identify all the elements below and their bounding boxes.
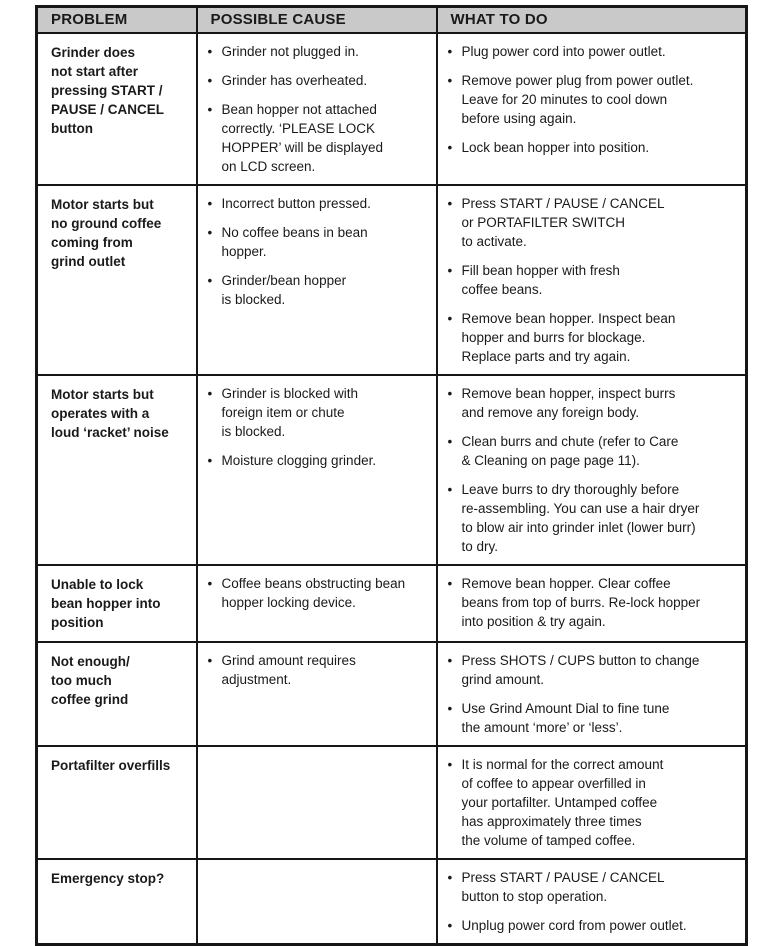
bullet-text: Remove bean hopper. Inspect bean hopper and burrs for blockage. Replace parts and try again. [461, 310, 676, 364]
bullet-item [208, 651, 430, 689]
bullet-item [448, 261, 740, 299]
bullet-item [448, 71, 740, 128]
bullet-item [448, 916, 740, 935]
problem-text: Grinder does not start after pressing START / PAUSE / CANCEL button [51, 44, 165, 136]
problem-cell [37, 185, 197, 375]
bullet-icon: • [447, 195, 453, 211]
bullet-icon: • [447, 481, 453, 497]
bullet-icon: • [447, 43, 453, 59]
bullet-text: Unplug power cord from power outlet. [461, 917, 687, 933]
cause-list [208, 194, 430, 309]
bullet-text: Clean burrs and chute (refer to Care & Cleaning on page page 11). [461, 433, 679, 468]
bullet-text: Bean hopper not attached correctly. ‘PLEASE LOCK HOPPER’ will be displayed on LCD screen. [221, 101, 384, 174]
table-body [37, 33, 747, 945]
problem-text: Motor starts but operates with a loud ‘racket’ noise [51, 386, 169, 440]
bullet-text: Grinder is blocked with foreign item or chute is blocked. [221, 385, 359, 439]
column-header-problem: PROBLEM [37, 7, 197, 33]
bullet-item [448, 699, 740, 737]
possible-cause-cell [197, 746, 437, 859]
bullet-icon: • [447, 917, 453, 933]
bullet-text: Leave burrs to dry thoroughly before re-assembling. You can use a hair dryer to blow air into grinder inlet (lower burr) to dry. [461, 481, 700, 554]
bullet-item [208, 223, 430, 261]
problem-cell [37, 33, 197, 185]
possible-cause-cell [197, 33, 437, 185]
bullet-item [448, 755, 740, 850]
possible-cause-cell [197, 375, 437, 565]
bullet-item [208, 384, 430, 441]
bullet-icon: • [207, 652, 213, 668]
possible-cause-cell [197, 185, 437, 375]
bullet-item [448, 432, 740, 470]
what-to-do-cell [437, 746, 747, 859]
cause-list [208, 42, 430, 176]
bullet-icon: • [207, 72, 213, 88]
bullet-text: Fill bean hopper with fresh coffee beans. [461, 262, 620, 297]
bullet-item [208, 71, 430, 90]
bullet-item [208, 42, 430, 61]
table-row [37, 746, 747, 859]
column-header-what-to-do: WHAT TO DO [437, 7, 747, 33]
what-to-do-cell [437, 642, 747, 746]
bullet-text: Grinder/bean hopper is blocked. [221, 272, 347, 307]
problem-cell [37, 859, 197, 945]
bullet-text: No coffee beans in bean hopper. [221, 224, 368, 259]
possible-cause-cell [197, 565, 437, 642]
troubleshooting-table [35, 5, 748, 946]
cause-list [208, 574, 430, 612]
bullet-item [448, 651, 740, 689]
problem-text: Emergency stop? [51, 870, 165, 886]
problem-cell [37, 565, 197, 642]
action-list [448, 194, 740, 366]
problem-text: Not enough/ too much coffee grind [51, 653, 130, 707]
table-row [37, 375, 747, 565]
bullet-item [448, 574, 740, 631]
problem-text: Portafilter overfills [51, 757, 171, 773]
bullet-icon: • [447, 310, 453, 326]
bullet-text: Press SHOTS / CUPS button to change grind amount. [461, 652, 700, 687]
bullet-icon: • [447, 139, 453, 155]
bullet-text: Remove bean hopper. Clear coffee beans from top of burrs. Re-lock hopper into position & try again. [461, 575, 701, 629]
bullet-text: Use Grind Amount Dial to fine tune the amount ‘more’ or ‘less’. [461, 700, 670, 735]
bullet-item [448, 138, 740, 157]
bullet-item [448, 42, 740, 61]
bullet-text: Coffee beans obstructing bean hopper locking device. [221, 575, 406, 610]
bullet-text: Grinder has overheated. [221, 72, 368, 88]
bullet-text: Plug power cord into power outlet. [461, 43, 666, 59]
bullet-icon: • [447, 652, 453, 668]
bullet-icon: • [447, 869, 453, 885]
what-to-do-cell [437, 375, 747, 565]
bullet-item [208, 100, 430, 176]
bullet-icon: • [447, 575, 453, 591]
bullet-icon: • [447, 433, 453, 449]
bullet-icon: • [447, 262, 453, 278]
problem-cell [37, 746, 197, 859]
bullet-icon: • [447, 700, 453, 716]
table-row [37, 185, 747, 375]
problem-cell [37, 642, 197, 746]
what-to-do-cell [437, 565, 747, 642]
bullet-text: Press START / PAUSE / CANCEL or PORTAFILTER SWITCH to activate. [461, 195, 665, 249]
what-to-do-cell [437, 859, 747, 945]
what-to-do-cell [437, 185, 747, 375]
bullet-text: Incorrect button pressed. [221, 195, 371, 211]
bullet-icon: • [207, 385, 213, 401]
problem-text: Motor starts but no ground coffee coming from grind outlet [51, 196, 162, 269]
possible-cause-cell [197, 859, 437, 945]
bullet-text: It is normal for the correct amount of coffee to appear overfilled in your portafilter. Untamped coffee has approximately three times the volume of tamped coffee. [461, 756, 664, 848]
problem-text: Unable to lock bean hopper into position [51, 576, 161, 630]
bullet-icon: • [207, 43, 213, 59]
bullet-item [448, 480, 740, 556]
bullet-text: Moisture clogging grinder. [221, 452, 377, 468]
bullet-text: Remove bean hopper, inspect burrs and remove any foreign body. [461, 385, 676, 420]
action-list [448, 868, 740, 935]
bullet-item [448, 384, 740, 422]
bullet-item [208, 271, 430, 309]
action-list [448, 755, 740, 850]
bullet-icon: • [207, 452, 213, 468]
bullet-icon: • [207, 272, 213, 288]
bullet-icon: • [447, 385, 453, 401]
cause-list [208, 384, 430, 470]
bullet-icon: • [447, 72, 453, 88]
bullet-item [208, 194, 430, 213]
bullet-item [448, 194, 740, 251]
bullet-icon: • [207, 101, 213, 117]
table-header-row [37, 7, 747, 33]
bullet-icon: • [207, 224, 213, 240]
bullet-item [448, 868, 740, 906]
problem-cell [37, 375, 197, 565]
table-row [37, 565, 747, 642]
bullet-icon: • [447, 756, 453, 772]
bullet-icon: • [207, 575, 213, 591]
bullet-item [208, 574, 430, 612]
what-to-do-cell [437, 33, 747, 185]
bullet-text: Lock bean hopper into position. [461, 139, 650, 155]
column-header-possible-cause: POSSIBLE CAUSE [197, 7, 437, 33]
possible-cause-cell [197, 642, 437, 746]
bullet-item [448, 309, 740, 366]
action-list [448, 42, 740, 157]
table-row [37, 859, 747, 945]
cause-list [208, 651, 430, 689]
bullet-text: Remove power plug from power outlet. Leave for 20 minutes to cool down before using again. [461, 72, 694, 126]
action-list [448, 384, 740, 556]
table-row [37, 642, 747, 746]
bullet-text: Press START / PAUSE / CANCEL button to stop operation. [461, 869, 665, 904]
bullet-icon: • [207, 195, 213, 211]
action-list [448, 651, 740, 737]
bullet-text: Grind amount requires adjustment. [221, 652, 356, 687]
bullet-text: Grinder not plugged in. [221, 43, 359, 59]
action-list [448, 574, 740, 631]
bullet-item [208, 451, 430, 470]
table-row [37, 33, 747, 185]
